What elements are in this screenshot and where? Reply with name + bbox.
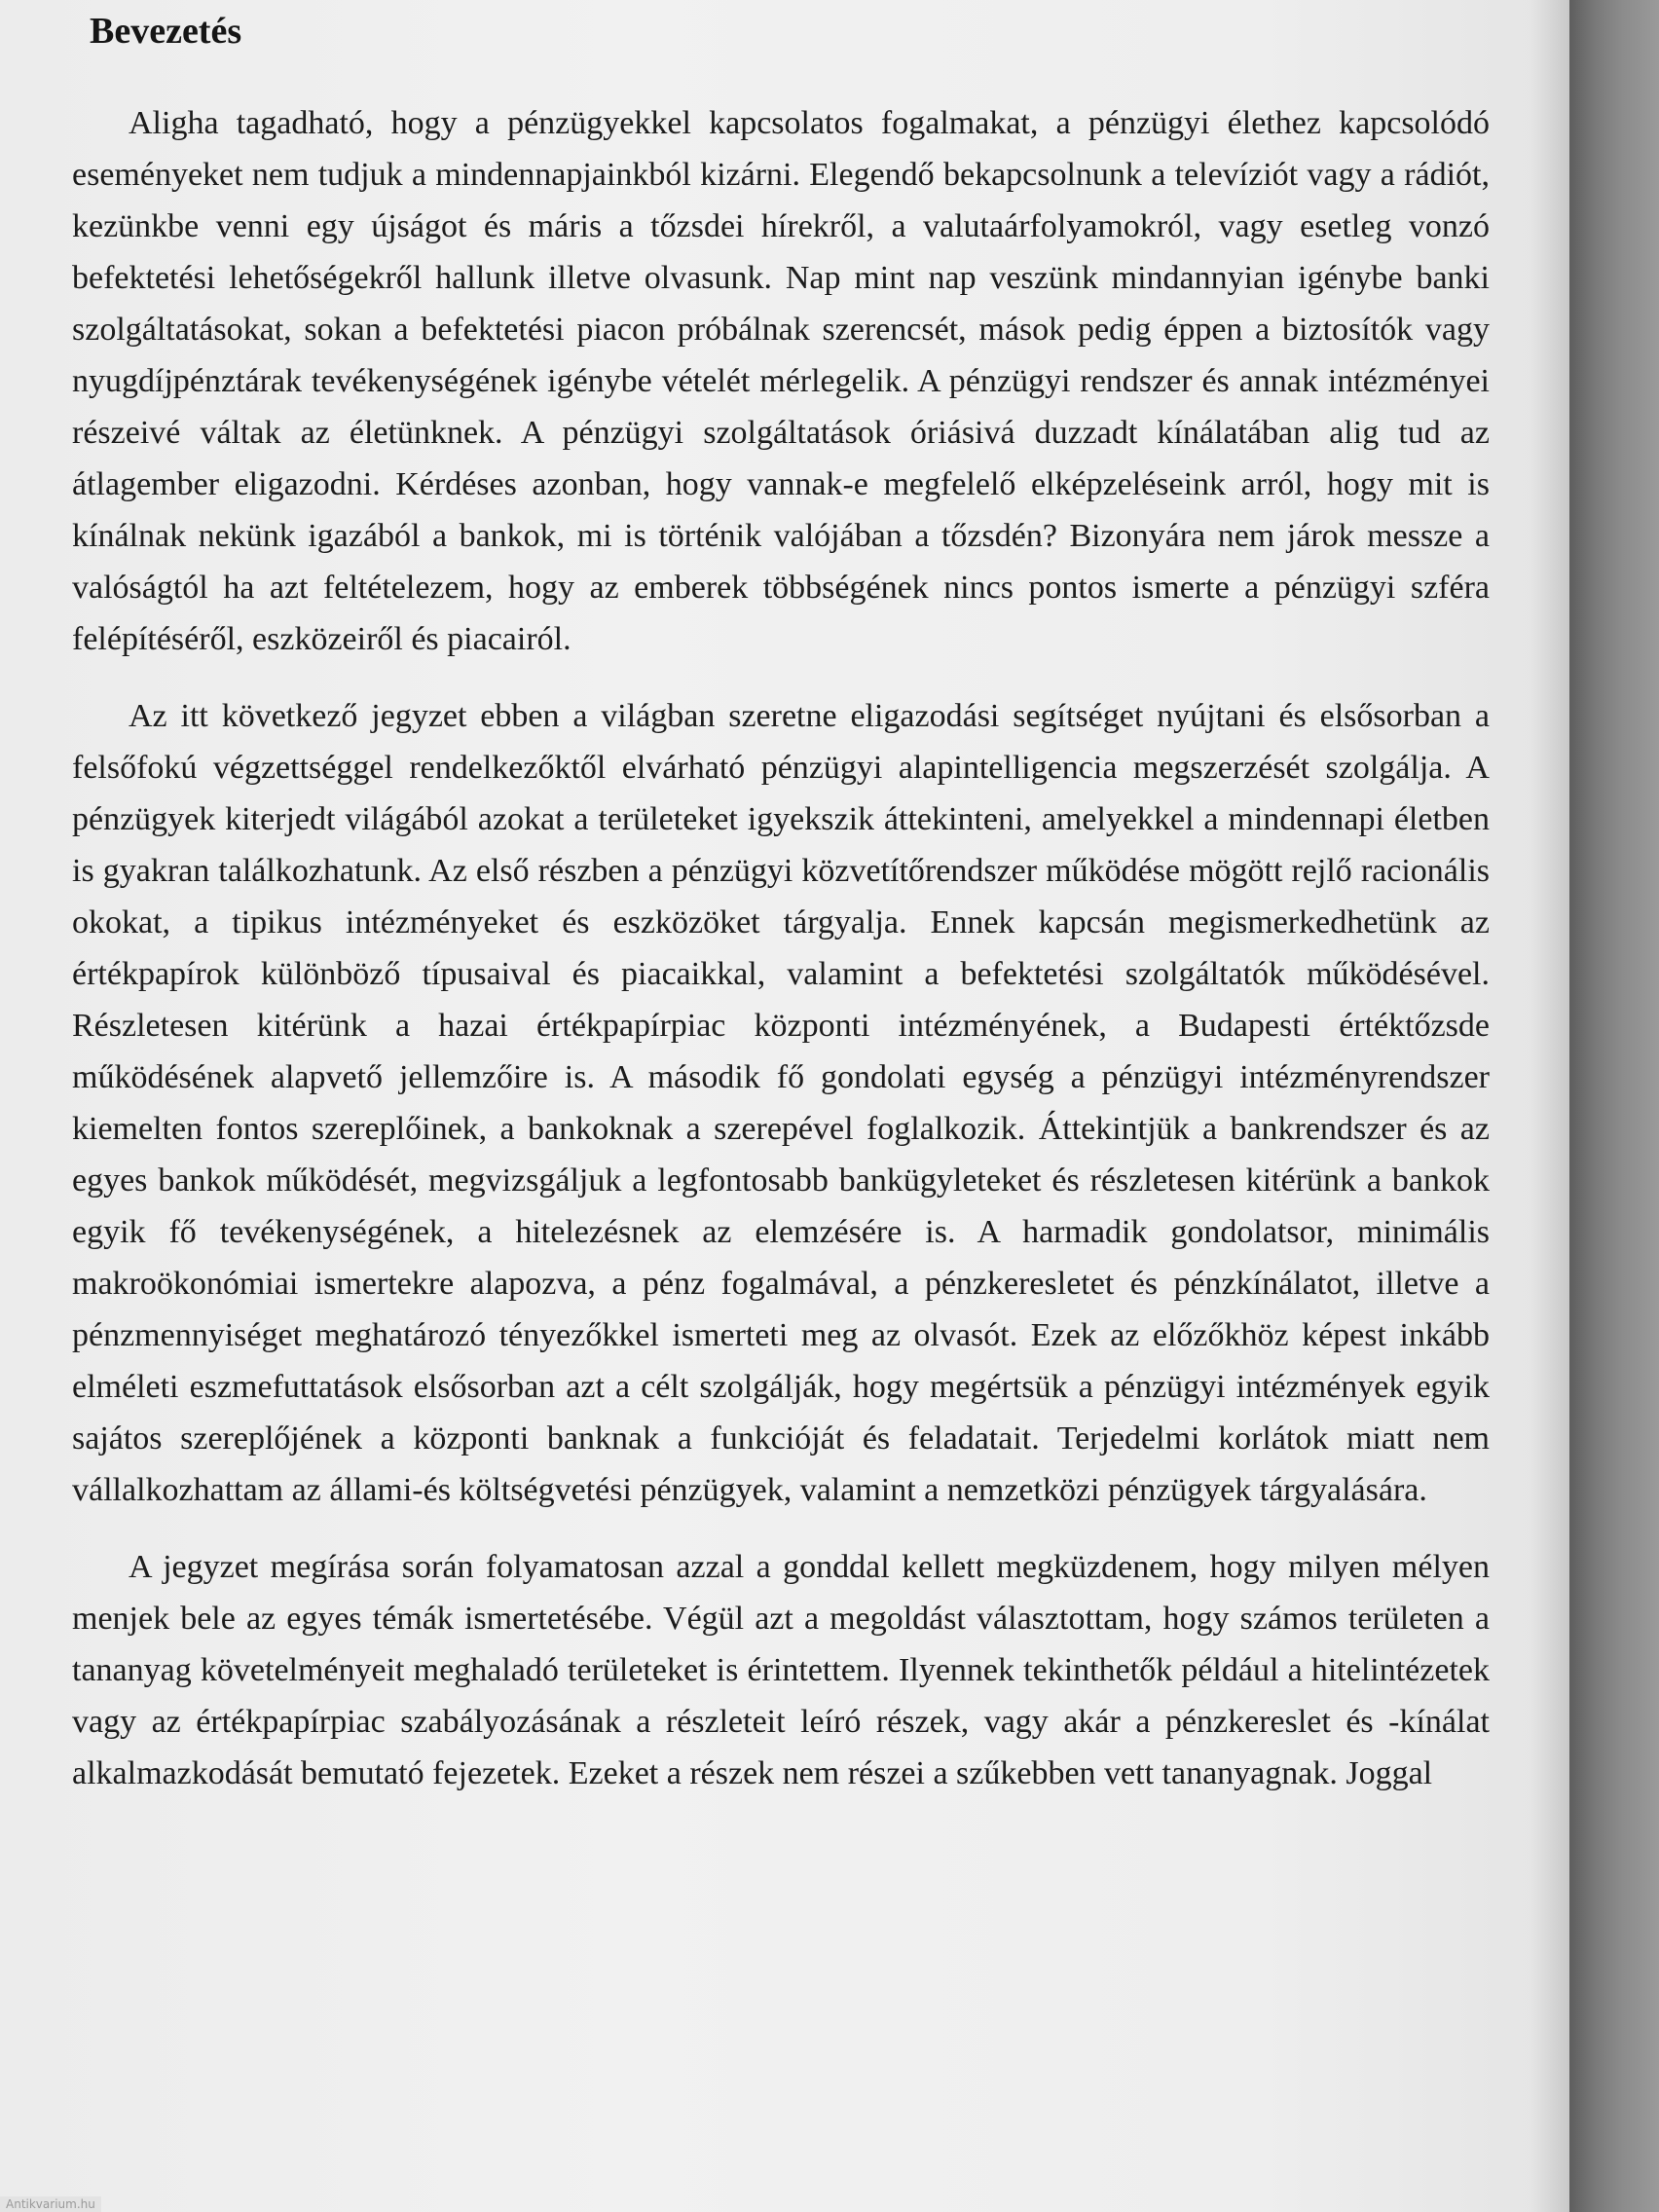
page-edge-shadow: [1569, 0, 1659, 2212]
page-heading: Bevezetés: [90, 11, 242, 52]
watermark: Antikvarium.hu: [0, 2196, 101, 2212]
paragraph-1: Aligha tagadható, hogy a pénzügyekkel kapcsolatos fogalmakat, a pénzügyi élethez kapcsolódó eseményeket nem tudjuk a mindennapjainkból kizárni. Elegendő bekapcsolnunk a televíziót vagy a rádiót, kezünkbe venni egy újságot és máris a tőzsdei hírekről, a valutaárfolyamokról, vagy esetleg vonzó befektetési lehetőségekről hallunk illetve olvasunk. Nap mint nap veszünk mindannyian igénybe banki szolgáltatásokat, sokan a befektetési piacon próbálnak szerencsét, mások pedig éppen a biztosítók vagy nyugdíjpénztárak tevékenységének igénybe vételét mérlegelik. A pénzügyi rendszer és annak intézményei részeivé váltak az életünknek. A pénzügyi szolgáltatások óriásivá duzzadt kínálatában alig tud az átlagember eligazodni. Kérdéses azonban, hogy vannak-e megfelelő elképzeléseink arról, hogy mit is kínálnak nekünk igazából a bankok, mi is történik valójában a tőzsdén? Bizonyára nem járok messze a valóságtól ha azt feltételezem, hogy az emberek többségének nincs pontos ismerte a pénzügyi szféra felépítéséről, eszközeiről és piacairól.: [72, 105, 1490, 657]
paragraph-3: A jegyzet megírása során folyamatosan azzal a gonddal kellett megküzdenem, hogy milyen mélyen menjek bele az egyes témák ismertetésébe. Végül azt a megoldást választottam, hogy számos területen a tananyag követelményeit meghaladó területeket is érintettem. Ilyennek tekinthetők például a hitelintézetek vagy az értékpapírpiac szabályozásának a részleteit leíró részek, vagy akár a pénzkereslet és -kínálat alkalmazkodását bemutató fejezetek. Ezeket a részek nem részei a szűkebben vett tananyagnak. Joggal: [72, 1549, 1490, 1791]
body-text: [72, 97, 1490, 1799]
paragraph-2: Az itt következő jegyzet ebben a világban szeretne eligazodási segítséget nyújtani és elsősorban a felsőfokú végzettséggel rendelkezőktől elvárható pénzügyi alapintelligencia megszerzését szolgálja. A pénzügyek kiterjedt világából azokat a területeket igyekszik áttekinteni, amelyekkel a mindennapi életben is gyakran találkozhatunk. Az első részben a pénzügyi közvetítőrendszer működése mögött rejlő racionális okokat, a tipikus intézményeket és eszközöket tárgyalja. Ennek kapcsán megismerkedhetünk az értékpapírok különböző típusaival és piacaikkal, valamint a befektetési szolgáltatók működésével. Részletesen kitérünk a hazai értékpapírpiac központi intézményének, a Budapesti értéktőzsde működésének alapvető jellemzőire is. A második fő gondolati egység a pénzügyi intézményrendszer kiemelten fontos szereplőinek, a bankoknak a szerepével foglalkozik. Áttekintjük a bankrendszer és az egyes bankok működését, megvizsgáljuk a legfontosabb bankügyleteket és részletesen kitérünk a bankok egyik fő tevékenységének, a hitelezésnek az elemzésére is. A harmadik gondolatsor, minimális makroökonómiai ismertekre alapozva, a pénz fogalmával, a pénzkeresletet és pénzkínálatot, illetve a pénzmennyiséget meghatározó tényezőkkel ismerteti meg az olvasót. Ezek az előzőkhöz képest inkább elméleti eszmefuttatások elsősorban azt a célt szolgálják, hogy megértsük a pénzügyi intézmények egyik sajátos szereplőjének a központi banknak a funkcióját és feladatait. Terjedelmi korlátok miatt nem vállalkozhattam az állami-és költségvetési pénzügyek, valamint a nemzetközi pénzügyek tárgyalására.: [72, 698, 1490, 1508]
